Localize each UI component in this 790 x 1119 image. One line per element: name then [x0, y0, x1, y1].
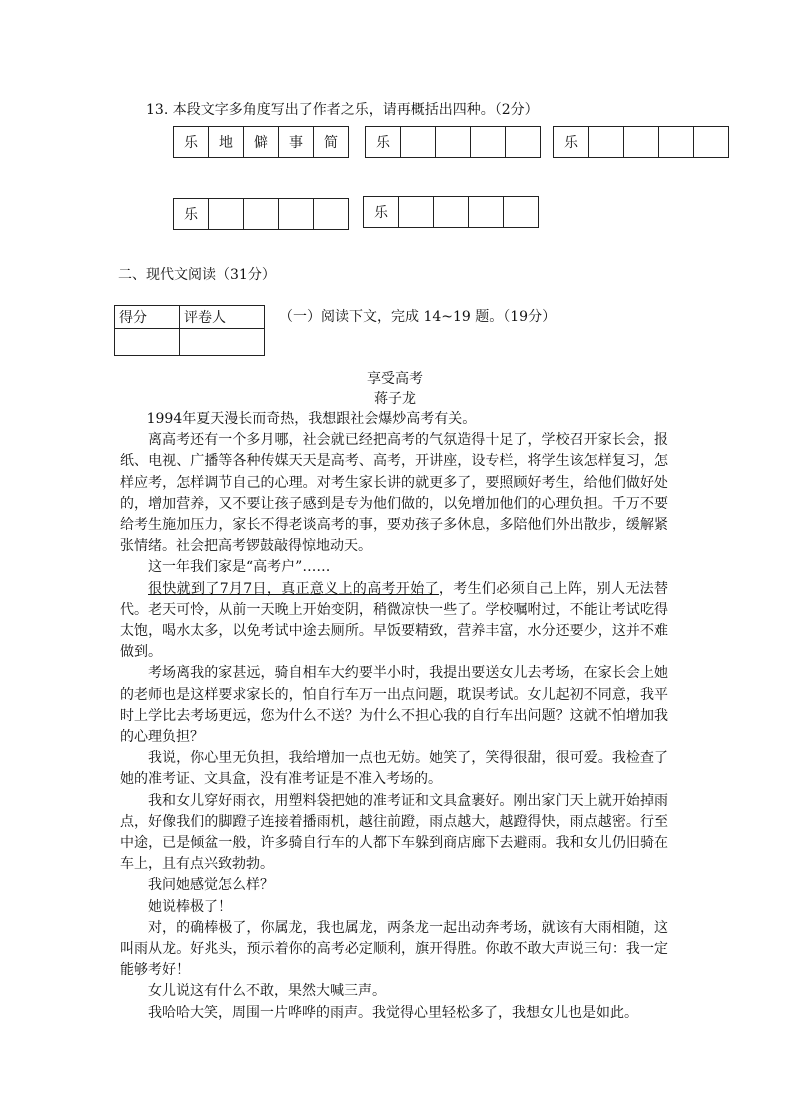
grid-cell-blank[interactable]	[658, 126, 694, 158]
article-paragraph: 很快就到了7月7日，真正意义上的高考开始了，考生们必须自己上阵，别人无法替代。老天可怜，从前一天晚上开始变阴，稍微凉快一些了。学校嘱咐过，不能让考试吃得太饱，喝水太多，以免考试中途去厕所。早饭要精致，营养丰富，水分还要少，这并不难做到。	[120, 580, 668, 661]
answer-grid-4[interactable]	[363, 196, 539, 228]
article-paragraph: 我哈哈大笑，周围一片哗哗的雨声。我觉得心里轻松多了，我想女儿也是如此。	[148, 1004, 638, 1021]
grid-cell-blank[interactable]	[398, 196, 434, 228]
grid-cell: 僻	[243, 126, 279, 158]
answer-grid-example	[173, 126, 349, 158]
score-table	[114, 305, 265, 356]
article-paragraph: 这一年我们家是“高考户”……	[148, 559, 331, 576]
article-body	[120, 409, 668, 1024]
answer-grid-3[interactable]	[173, 198, 349, 230]
grid-cell: 事	[278, 126, 314, 158]
article-title: 享受高考	[367, 371, 423, 387]
grid-cell: 乐	[173, 126, 209, 158]
article-paragraph: 我说，你心里无负担，我给增加一点也无妨。她笑了，笑得很甜，很可爱。我检查了她的准考证、文具盒，没有准考证是不准入考场的。	[120, 750, 668, 788]
grid-cell-blank[interactable]	[433, 196, 469, 228]
article-paragraph: 考场离我的家甚远，骑自相车大约要半小时，我提出要送女儿去考场，在家长会上她的老师也是这样要求家长的，怕自行车万一出点问题，耽误考试。女儿起初不同意，我平时上学比去考场更远，您为什么不送？为什么不担心我的自行车出问题？这就不怕增加我的心理负担？	[120, 665, 668, 746]
grid-cell-blank[interactable]	[400, 126, 436, 158]
article-paragraph: 她说棒极了！	[148, 898, 232, 915]
article-paragraph: 我和女儿穿好雨衣，用塑料袋把她的准考证和文具盒裹好。刚出家门天上就开始掉雨点，好像我们的脚蹬子连接着播雨机，越往前蹬，雨点越大，越蹬得快，雨点越密。行至中途，已是倾盆一般，许多骑自行车的人都下车躲到商店廊下去避雨。我和女儿仍旧骑在车上，且有点兴致勃勃。	[120, 792, 668, 873]
underlined-sentence: 很快就到了7月7日，真正意义上的高考开始了	[148, 580, 439, 597]
score-label: 得分	[115, 306, 180, 329]
grid-cell-blank[interactable]	[243, 198, 279, 230]
score-input[interactable]	[115, 329, 180, 356]
grid-cell-blank[interactable]	[278, 198, 314, 230]
grid-cell-blank[interactable]	[313, 198, 349, 230]
grid-cell-blank[interactable]	[503, 196, 539, 228]
article-paragraph: 1994年夏天漫长而奇热，我想跟社会爆炒高考有关。	[146, 411, 477, 427]
grader-label: 评卷人	[180, 306, 265, 329]
article-author: 蒋子龙	[374, 391, 416, 407]
article-paragraph: 我问她感觉怎么样？	[148, 877, 274, 894]
question-13-prompt: 13. 本段文字多角度写出了作者之乐，请再概括出四种。（2分）	[146, 102, 539, 118]
grid-cell-prefix: 乐	[363, 196, 399, 228]
grid-cell-blank[interactable]	[623, 126, 659, 158]
grid-cell-blank[interactable]	[468, 196, 504, 228]
answer-grid-1[interactable]	[365, 126, 541, 158]
grid-cell-prefix: 乐	[553, 126, 589, 158]
grid-cell-prefix: 乐	[173, 198, 209, 230]
article-paragraph: 对，的确棒极了，你属龙，我也属龙，两条龙一起出动奔考场，就该有大雨相随，这叫雨从龙。好兆头，预示着你的高考必定顺利，旗开得胜。你敢不敢大声说三句：我一定能够考好！	[120, 919, 668, 979]
grader-input[interactable]	[180, 329, 265, 356]
grid-cell: 简	[313, 126, 349, 158]
grid-cell-blank[interactable]	[435, 126, 471, 158]
article-paragraph: 女儿说这有什么不敢，果然大喊三声。	[148, 983, 386, 1000]
section-heading: 二、现代文阅读（31分）	[118, 267, 276, 283]
grid-cell: 地	[208, 126, 244, 158]
grid-cell-blank[interactable]	[208, 198, 244, 230]
grid-cell-blank[interactable]	[470, 126, 506, 158]
grid-cell-prefix: 乐	[365, 126, 401, 158]
grid-cell-blank[interactable]	[505, 126, 541, 158]
reading-instructions: （一）阅读下文，完成 14~19 题。（19分）	[279, 309, 557, 325]
article-paragraph: 离高考还有一个多月哪，社会就已经把高考的气氛造得十足了，学校召开家长会，报纸、电视、广播等各种传媒天天是高考、高考，开讲座，设专栏，将学生该怎样复习，怎样应考，怎样调节自己的心理。对考生家长讲的就更多了，要照顾好考生，给他们做好处的，增加营养，又不要让孩子感到是专为他们做的，以免增加他们的心理负担。千万不要给考生施加压力，家长不得老谈高考的事，要劝孩子多休息，多陪他们外出散步，缓解紧张情绪。社会把高考锣鼓敲得惊地动天。	[120, 432, 668, 555]
grid-cell-blank[interactable]	[693, 126, 729, 158]
answer-grid-2[interactable]	[553, 126, 729, 158]
grid-cell-blank[interactable]	[588, 126, 624, 158]
